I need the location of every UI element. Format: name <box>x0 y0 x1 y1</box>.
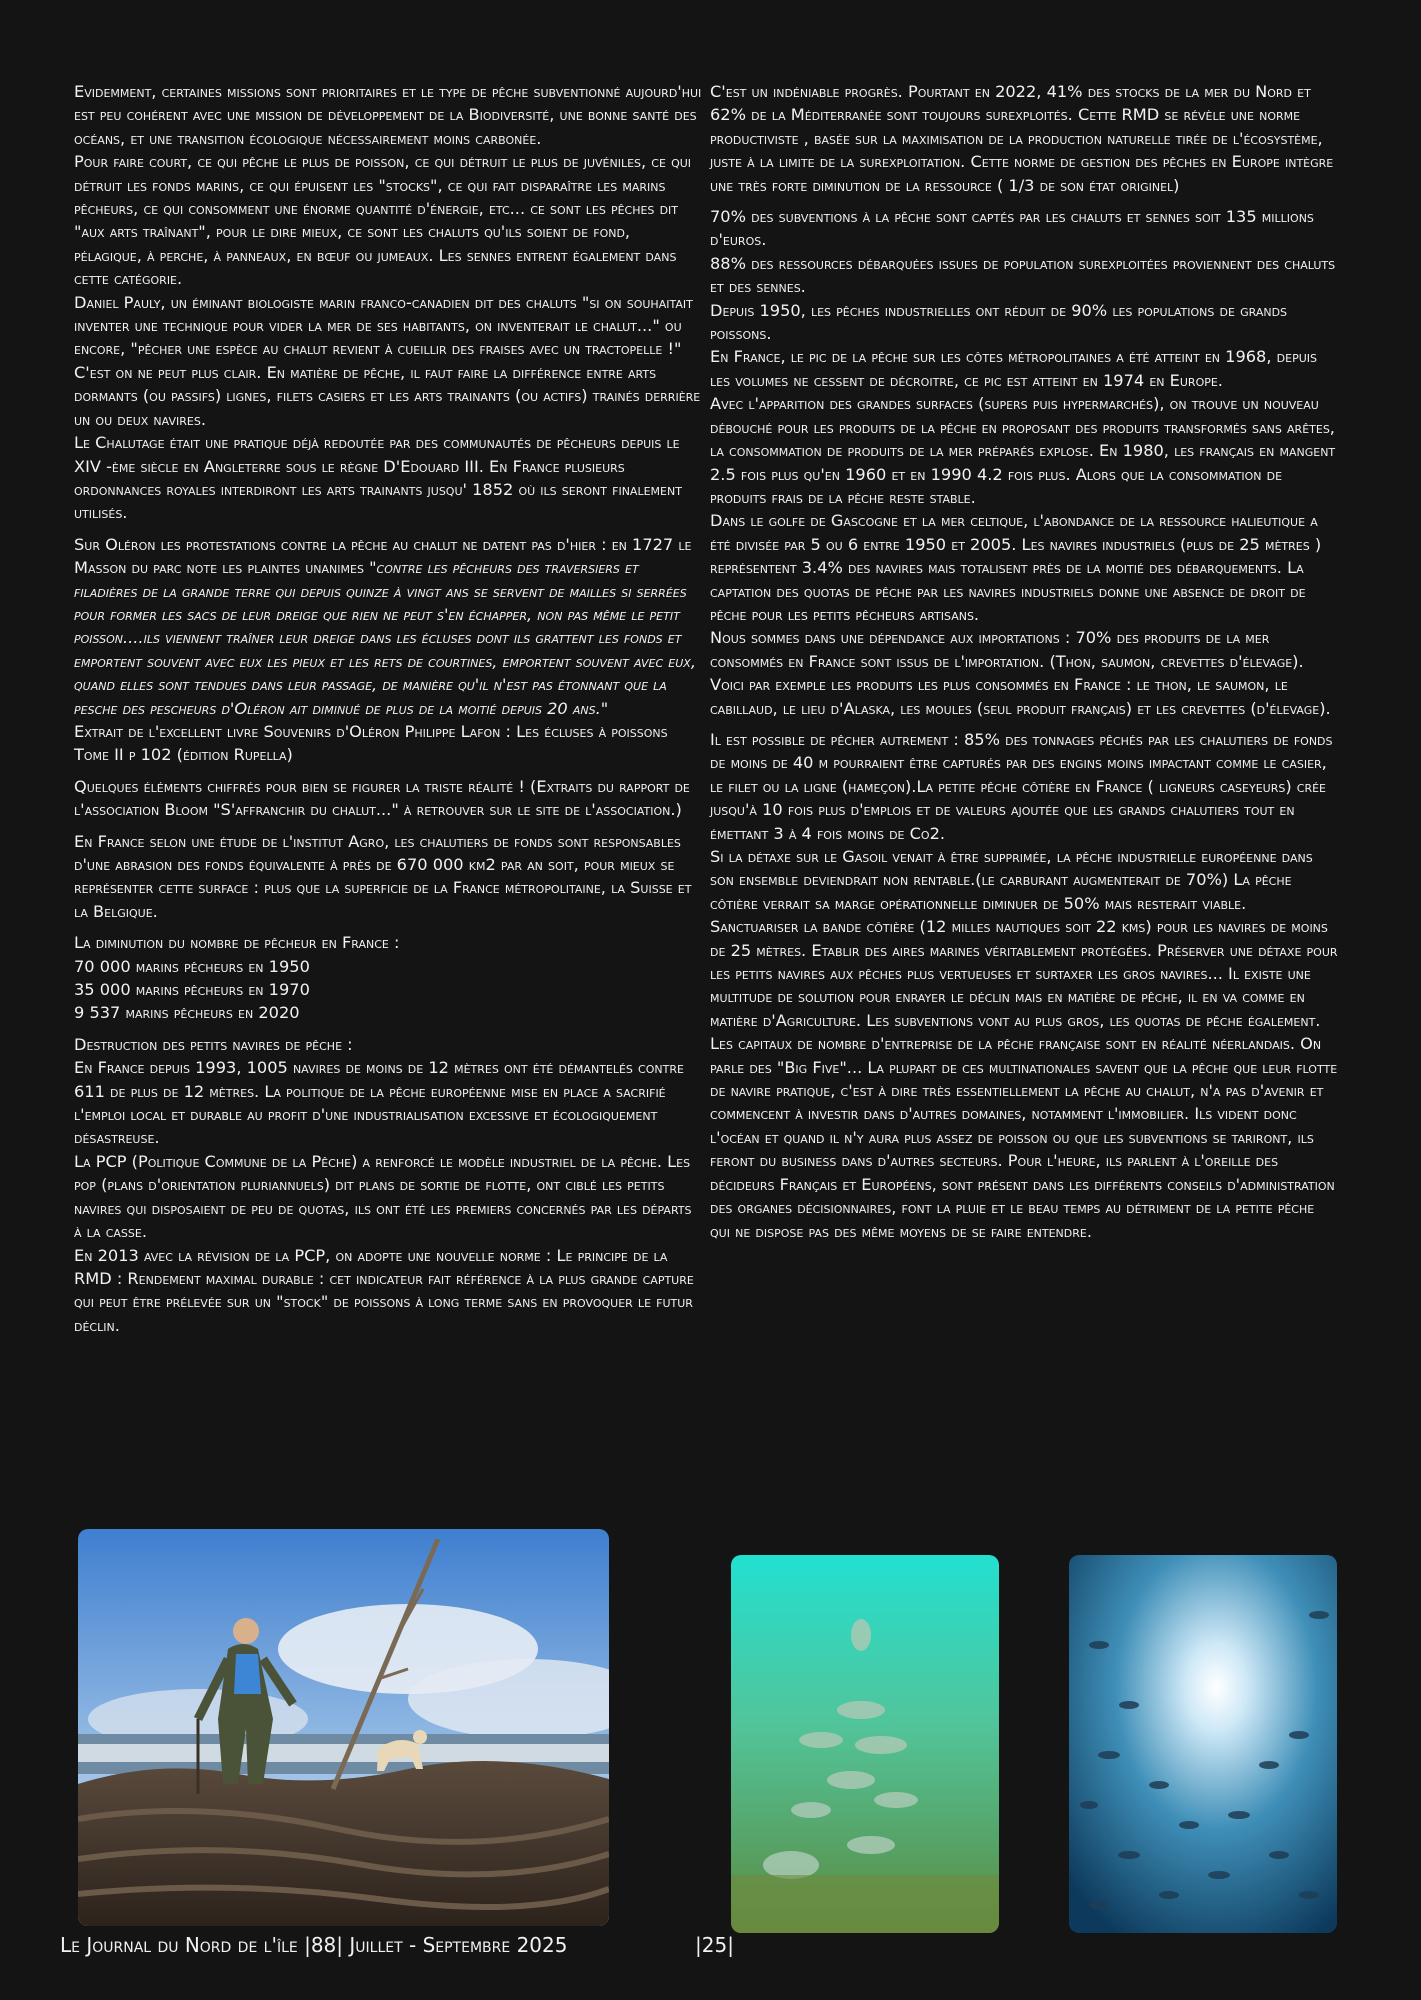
subsidies-line: 70% des subventions à la pêche sont captés par les chaluts et sennes soit 135 millions d'euros. <box>710 207 1314 250</box>
intro-text: Evidemment, certaines missions sont prioritaires et le type de pêche subventionné aujourd'hui est peu cohérent avec une mission de développement de la Biodiversité, une bonne santé des océans, et une transition écologique nécessairement moins carbonée. <box>74 82 702 148</box>
alternative-line: Sanctuariser la bande côtière (12 milles nautiques soit 22 kms) pour les navires de moins de 25 mètres. Etablir des aires marines véritablement protégées. Préserver une détaxe pour les petits navires aux pêches plus vertueuses et surtaxer les gros navires... Il existe une multitude de solution pour enrayer le déclin mais en matière de pêche, il en va comme en matière d'Agriculture. Les subventions vont au plus gros, les quotas de pêche également. Les capitaux de nombre d'entreprise de la pêche française sont en réalité néerlandais. On parle des "Big Five"... La plupart de ces multinationales savent que la pêche que leur flotte de navire pratique, c'est à dire très essentiellement la pêche au chalut, n'a pas d'avenir et commencent à investir dans d'autres domaines, notamment l'immobilier. Ils vident donc l'océan et quand il n'y aura plus assez de poisson ou que les subventions se tariront, ils feront du business dans d'autres secteurs. Pour l'heure, ils parlent à l'oreille des décideurs Français et Européens, sont présent dans les différents conseils d'administration des organes décisionnaires, font la pluie et le beau temps au détriment de la petite pêche qui ne dispose pas des même moyens de se faire entendre. <box>710 917 1338 1241</box>
oleron-paragraph <box>74 533 702 767</box>
subsidies-line: Depuis 1950, les pêches industrielles ont réduit de 90% les populations de grands poissons. <box>710 300 1288 344</box>
pauly-text: Daniel Pauly, un éminant biologiste marin franco-canadien dit des chaluts "si on souhaitait inventer une technique pour vider la mer de ses habitants, on inventerait le chalut..." ou encore, "pêcher une espèce au chalut revient à cueillir des fraises avec un tractopelle !" C'est on ne peut plus clair. En matière de pêche, il faut faire la différence entre arts dormants (ou passifs) lignes, filets casiers et les arts trainants (ou actifs) trainés derrière un ou deux navires. <box>74 292 701 429</box>
alternative-line: Il est possible de pêcher autrement : 85% des tonnages pêchés par les chalutiers de fonds de moins de 40 m pourraient être capturés par des engins moins impactant comme le casier, le filet ou la ligne (hameçon).La petite pêche côtière en France ( ligneurs caseyeurs) crée jusqu'à 10 fois plus d'emplois et de valeurs ajoutée que les grands chalutiers tout en émettant 3 à 4 fois moins de Co2. <box>710 729 1333 843</box>
oleron-quote-text: "contre les pêcheurs des traversiers et filadières de la grande terre qui depuis quinze à vingt ans se servent de mailles si serrées pour former les sacs de leur dreige que rien ne peut s'en échapper, non pas même le petit poisson....ils viennent traîner leur dreige dans les écluses dont ils grattent les fonds et emportent souvent avec eux les pieux et les rets de courtines, emportent souvent avec eux, quand elles sont tendues dans leur passage, de manière qu'il n'est pas étonnant que la pesche des pescheurs d'Oléron ait diminué de plus de la moitié depuis 20 ans." <box>74 558 696 718</box>
page-number: |25| <box>695 1933 734 1957</box>
subsidies-line: 88% des ressources débarquées issues de population surexploitées proviennent des chaluts et des sennes. <box>710 253 1336 297</box>
rmd-text: En 2013 avec la révision de la PCP, on adopte une nouvelle norme : Le principe de la RMD : Rendement maximal durable : cet indicateur fait référence à la plus grande capture qui peut être prélevée sur un "stock" de poissons à long terme sans en provoquer le futur déclin. <box>74 1245 694 1335</box>
subsidies-line: Dans le golfe de Gascogne et la mer celtique, l'abondance de la ressource halieutique a été divisée par 5 ou 6 entre 1950 et 2005. Les navires industriels (plus de 25 mètres ) représentent 3.4% des navires mais totalisent près de la moitié des débarquements. La captation des quotas de pêche par les navires industriels donne une absence de droit de pêche pour les petits pêcheurs artisans. <box>710 511 1322 624</box>
intro-paragraph <box>74 80 702 525</box>
destruction-paragraph <box>74 1033 702 1337</box>
oleron-intro-text: Sur Oléron les protestations contre la pêche au chalut ne datent pas d'hier : en 1727 le Masson du parc note les plaintes unanimes <box>74 534 692 578</box>
fisherman-photo <box>78 1529 609 1926</box>
alternative-line: Si la détaxe sur le Gasoil venait à être supprimée, la pêche industrielle européenne dans son ensemble deviendrait non rentable.(le carburant augmenterait de 70%) La pêche côtière verrait sa marge opérationnelle diminuer de 50% mais resterait viable. <box>710 847 1313 913</box>
destruction-title: Destruction des petits navires de pêche : <box>74 1034 353 1054</box>
right-column <box>710 80 1338 1251</box>
underwater-green-photo <box>731 1555 999 1933</box>
subsidies-line: Nous sommes dans une dépendance aux importations : 70% des produits de la mer consommés en France sont issus de l'importation. (Thon, saumon, crevettes d'élevage). Voici par exemple les produits les plus consommés en France : le thon, le saumon, le cabillaud, le lieu d'Alaska, les moules (seul produit français) et les crevettes (d'élevage). <box>710 628 1331 718</box>
decline-paragraph <box>74 931 702 1025</box>
decline-title: La diminution du nombre de pêcheur en France : <box>74 933 400 953</box>
history-text: Le Chalutage était une pratique déjà redoutée par des communautés de pêcheurs depuis le XIV -ème siècle en Angleterre sous le règne D'Edouard III. En France plusieurs ordonnances royales interdiront les arts trainants jusqu' 1852 où ils seront finalement utilisés. <box>74 433 682 523</box>
pcp-text: La PCP (Politique Commune de la Pêche) a renforcé le modèle industriel de la pêche. Les pop (plans d'orientation pluriannuels) dit plans de sortie de flotte, ont ciblé les petits navires qui disposaient de peu de quotas, ils ont été les premiers concernés par les départs à la casse. <box>74 1151 692 1242</box>
underwater-blue-photo <box>1069 1555 1337 1933</box>
destruction-text: En France depuis 1993, 1005 navires de moins de 12 mètres ont été démantelés contre 611 de plus de 12 mètres. La politique de la pêche européenne mise en place a sacrifié l'emploi local et durable au profit d'une industrialisation excessive et écologiquement désastreuse. <box>74 1058 684 1148</box>
subsidies-paragraph <box>710 205 1338 720</box>
decline-line: 35 000 marins pêcheurs en 1970 <box>74 980 310 1000</box>
decline-line: 9 537 marins pêcheurs en 2020 <box>74 1003 300 1023</box>
journal-footer: Le Journal du Nord de l'île |88| Juillet - Septembre 2025 <box>60 1933 568 1957</box>
left-column <box>74 80 702 1345</box>
decline-line: 70 000 marins pêcheurs en 1950 <box>74 956 310 976</box>
alternative-paragraph <box>710 728 1338 1243</box>
subsidies-line: En France, le pic de la pêche sur les côtes métropolitaines a été atteint en 1968, depuis les volumes ne cessent de décroitre, ce pic est atteint en 1974 en Europe. <box>710 347 1317 390</box>
abrasion-paragraph: En France selon une étude de l'institut Agro, les chalutiers de fonds sont responsables d'une abrasion des fonds équivalente à près de 670 000 km2 par an soit, pour mieux se représenter cette surface : plus que la superficie de la France métropolitaine, la Suisse et la Belgique. <box>74 831 692 921</box>
progress-paragraph: C'est un indéniable progrès. Pourtant en 2022, 41% des stocks de la mer du Nord et 62% de la Méditerranée sont toujours surexploités. Cette RMD se révèle une norme productiviste , basée sur la maximisation de la production naturelle tirée de l'écosystème, juste à la limite de la surexploitation. Cette norme de gestion des pêches en Europe intègre une très forte diminution de la ressource ( 1/3 de son état originel) <box>710 82 1334 195</box>
chaluts-text: Pour faire court, ce qui pêche le plus de poisson, ce qui détruit le plus de juvéniles, ce qui détruit les fonds marins, ce qui épuisent les "stocks", ce qui fait disparaître les marins pêcheurs, ce qui consomment une énorme quantité d'énergie, etc... ce sont les pêches dit "aux arts traînant", pour le dire mieux, ce sont les chaluts qu'ils soient de fond, pélagique, à perche, à panneaux, en bœuf ou jumeaux. Les sennes entrent également dans cette catégorie. <box>74 152 692 289</box>
figures-intro-paragraph: Quelques éléments chiffrés pour bien se figurer la triste réalité ! (Extraits du rapport de l'association Bloom "S'affranchir du chalut..." à retrouver sur le site de l'association.) <box>74 776 690 820</box>
oleron-source-text: Extrait de l'excellent livre Souvenirs d'Oléron Philippe Lafon : Les écluses à poissons Tome II p 102 (édition Rupella) <box>74 721 668 765</box>
subsidies-line: Avec l'apparition des grandes surfaces (supers puis hypermarchés), on trouve un nouveau débouché pour les produits de la pêche en proposant des produits transformés sans arêtes, la consommation de produits de la mer préparés explose. En 1980, les français en mangent 2.5 fois plus qu'en 1960 et en 1990 4.2 fois plus. Alors que la consommation de produits frais de la pêche reste stable. <box>710 394 1336 507</box>
